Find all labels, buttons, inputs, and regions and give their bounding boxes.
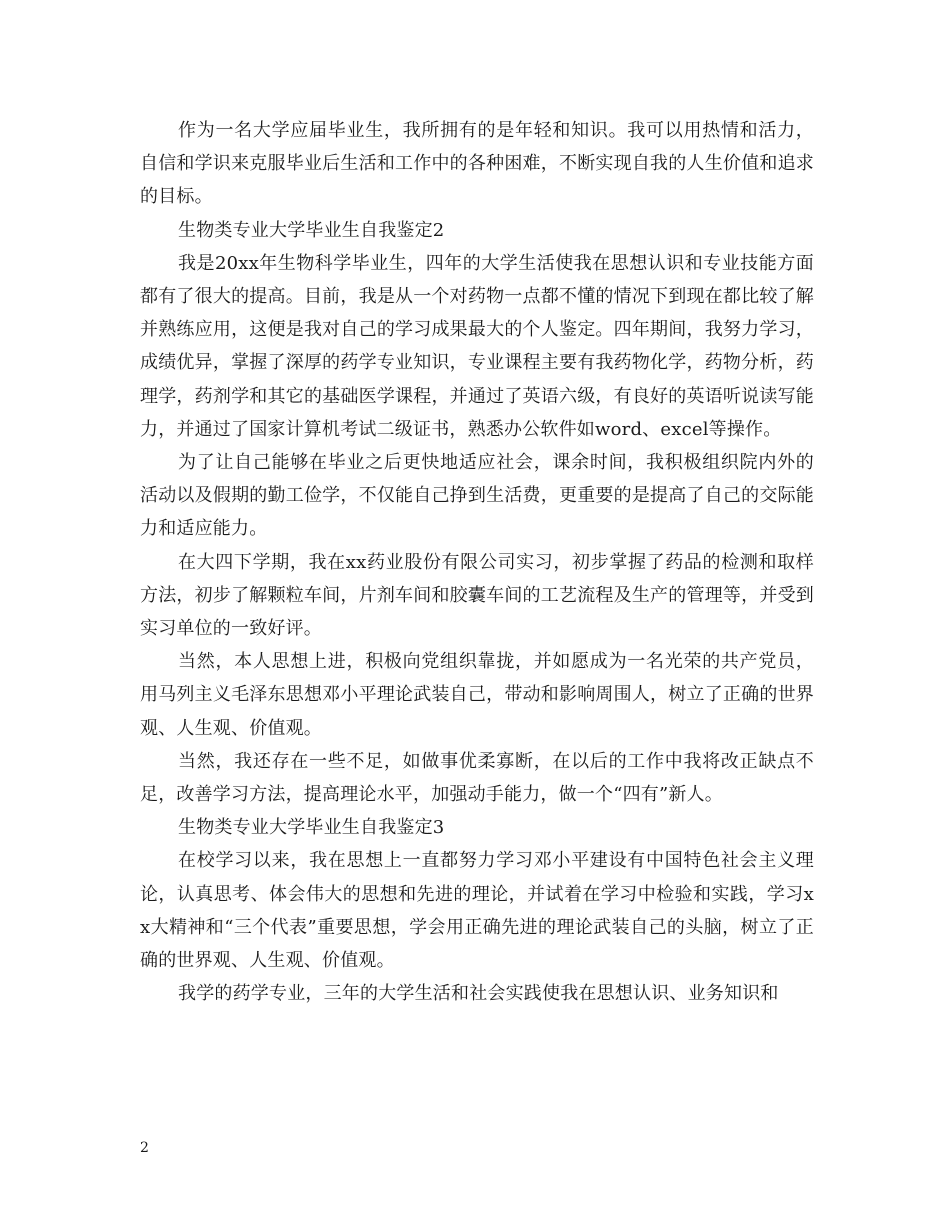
paragraph-major: 我学的药学专业，三年的大学生活和社会实践使我在思想认识、业务知识和 [178, 983, 779, 1005]
section-heading-3: 生物类专业大学毕业生自我鉴定3 [178, 817, 445, 839]
paragraph-theory: 在校学习以来，我在思想上一直都努力学习邓小平建设有中国特色社会主义理论，认真思考、体会伟大的思想和先进的理论，并试着在学习中检验和实践，学习xx大精神和“三个代表”重要思想，学会用正确先进的理论武装自己的头脑，树立了正确的世界观、人生观、价值观。 [140, 850, 814, 972]
page-number: 2 [140, 1140, 149, 1156]
paragraph-intro: 作为一名大学应届毕业生，我所拥有的是年轻和知识。我可以用热情和活力，自信和学识来克服毕业后生活和工作中的各种困难，不断实现自我的人生价值和追求的目标。 [140, 120, 814, 208]
section-heading-2: 生物类专业大学毕业生自我鉴定2 [178, 219, 445, 241]
paragraph-activities: 为了让自己能够在毕业之后更快地适应社会，课余时间，我积极组织院内外的活动以及假期的勤工俭学，不仅能自己挣到生活费，更重要的是提高了自己的交际能力和适应能力。 [140, 452, 814, 540]
paragraph-political: 当然，本人思想上进，积极向党组织靠拢，并如愿成为一名光荣的共产党员，用马列主义毛泽东思想邓小平理论武装自己，带动和影响周围人，树立了正确的世界观、人生观、价值观。 [140, 651, 814, 739]
paragraph-internship: 在大四下学期，我在xx药业股份有限公司实习，初步掌握了药品的检测和取样方法，初步了解颗粒车间，片剂车间和胶囊车间的工艺流程及生产的管理等，并受到实习单位的一致好评。 [140, 551, 814, 640]
paragraph-studies: 我是20xx年生物科学毕业生，四年的大学生活使我在思想认识和专业技能方面都有了很大的提高。目前，我是从一个对药物一点都不懂的情况下到现在都比较了解并熟练应用，这便是我对自己的学习成果最大的个人鉴定。四年期间，我努力学习，成绩优异，掌握了深厚的药学专业知识，专业课程主要有我药物化学，药物分析，药理学，药剂学和其它的基础医学课程，并通过了英语六级，有良好的英语听说读写能力，并通过了国家计算机考试二级证书，熟悉办公软件如word、excel等操作。 [140, 252, 814, 440]
document-body [140, 114, 814, 1010]
paragraph-shortcomings: 当然，我还存在一些不足，如做事优柔寡断，在以后的工作中我将改正缺点不足，改善学习方法，提高理论水平，加强动手能力，做一个“四有”新人。 [140, 750, 814, 806]
